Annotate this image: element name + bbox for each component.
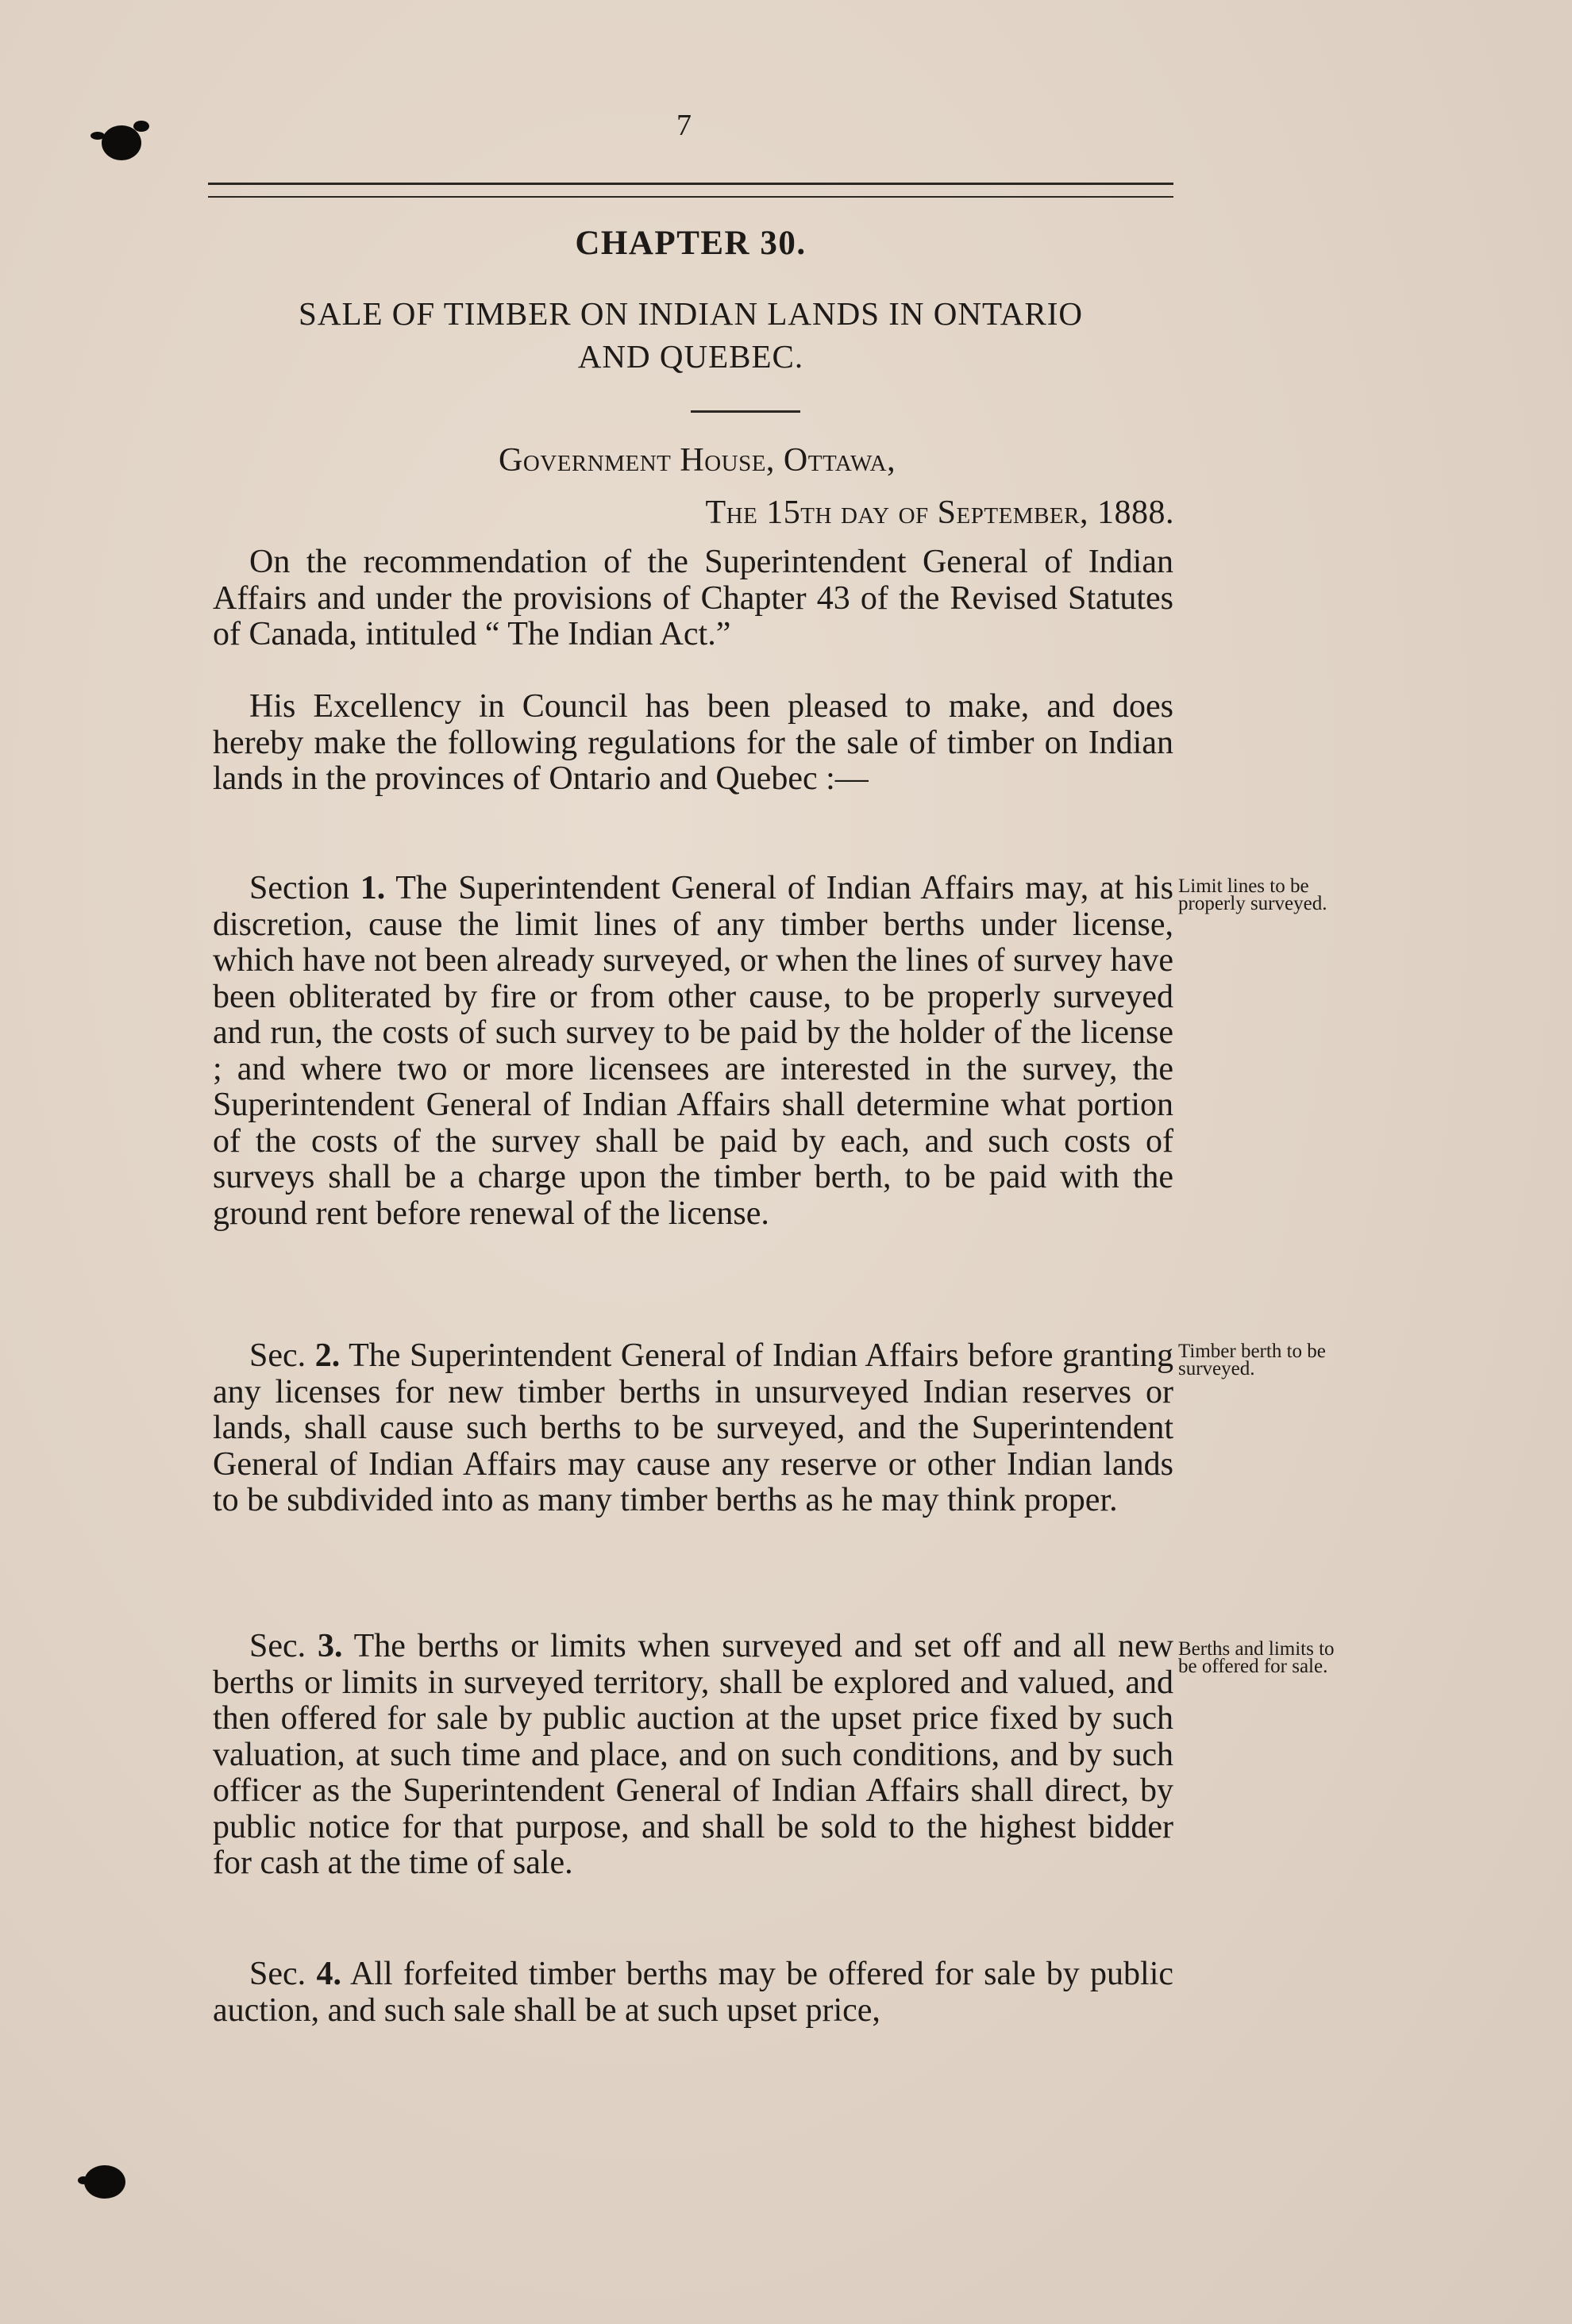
enactment-paragraph: His Excellency in Council has been pleased to make, and does hereby make the following regulations for the sale of timber on Indian lands in the provinces of Ontario and Quebec :— (213, 688, 1173, 797)
section-2-number: 2. (314, 1337, 341, 1374)
section-1-number: 1. (360, 870, 386, 906)
section-4-paragraph (213, 1957, 1173, 2029)
section-2-label: Sec. (249, 1337, 306, 1374)
section-3-margin-note: Berths and limits to be offered for sale. (1178, 1638, 1335, 1677)
section-3-text: The berths or limits when surveyed and set off and all new berths or limits in surveyed territory, shall be explored and valued, and then offered for sale by public auction at the upset price fixed by such valuation, at such time and place, and on such conditions, and by such officer as the Superintendent General of Indian Affairs shall direct, by public notice for that purpose, and shall be sold to the highest bidder for cash at the time of sale. (213, 1628, 1174, 1881)
section-1-label: Section (249, 870, 349, 906)
government-house-line: Government House, Ottawa, (499, 442, 896, 479)
binding-hole-bottom (84, 2165, 125, 2199)
section-3-paragraph (213, 1629, 1173, 1882)
section-4-number: 4. (316, 1956, 341, 1992)
act-heading-line-2: AND QUEBEC. (577, 338, 804, 375)
act-heading (208, 292, 1173, 378)
binding-hole-top (102, 125, 141, 160)
header-double-rule (208, 183, 1173, 198)
section-1-paragraph (213, 871, 1173, 1232)
preamble-paragraph: On the recommendation of the Superintendent General of Indian Affairs and under the provisions of Chapter 43 of the Revised Statutes of Canada, intituled “ The Indian Act.” (213, 544, 1173, 652)
act-heading-line-1: SALE OF TIMBER ON INDIAN LANDS IN ONTARIO (299, 295, 1083, 332)
chapter-title: CHAPTER 30. (575, 225, 807, 262)
page-number: 7 (676, 109, 692, 142)
section-2-paragraph (213, 1338, 1173, 1519)
section-4-text: All forfeited timber berths may be offered for sale by public auction, and such sale shall be at such upset price, (213, 1956, 1174, 2029)
section-3-number: 3. (318, 1628, 343, 1664)
section-3-label: Sec. (249, 1628, 306, 1664)
section-2-text: The Superintendent General of Indian Affairs before granting any licenses for new timber berths in unsurveyed Indian reserves or lands, shall cause such berths to be surveyed, and the Superintendent General of Indian Affairs may cause any reserve or other Indian lands to be subdivided into as many timber berths as he may think proper. (213, 1337, 1174, 1518)
section-2-margin-note: Timber berth to be surveyed. (1178, 1341, 1326, 1379)
section-1-margin-note: Limit lines to be properly surveyed. (1178, 875, 1327, 914)
date-line: The 15th day of September, 1888. (705, 494, 1174, 531)
section-4-label: Sec. (249, 1956, 306, 1992)
section-1-text: The Superintendent General of Indian Affairs may, at his discretion, cause the limit lines of any timber berths under license, which have not been already surveyed, or when the lines of survey have been obliterated by fire or from other cause, to be properly surveyed and run, the costs of such survey to be paid by the holder of the license ; and where two or more licensees are interested in the survey, the Superintendent General of Indian Affairs shall determine what portion of the costs of the survey shall be paid by each, and such costs of surveys shall be a charge upon the timber berth, to be paid with the ground rent before renewal of the license. (213, 870, 1174, 1232)
section-divider (691, 410, 800, 413)
